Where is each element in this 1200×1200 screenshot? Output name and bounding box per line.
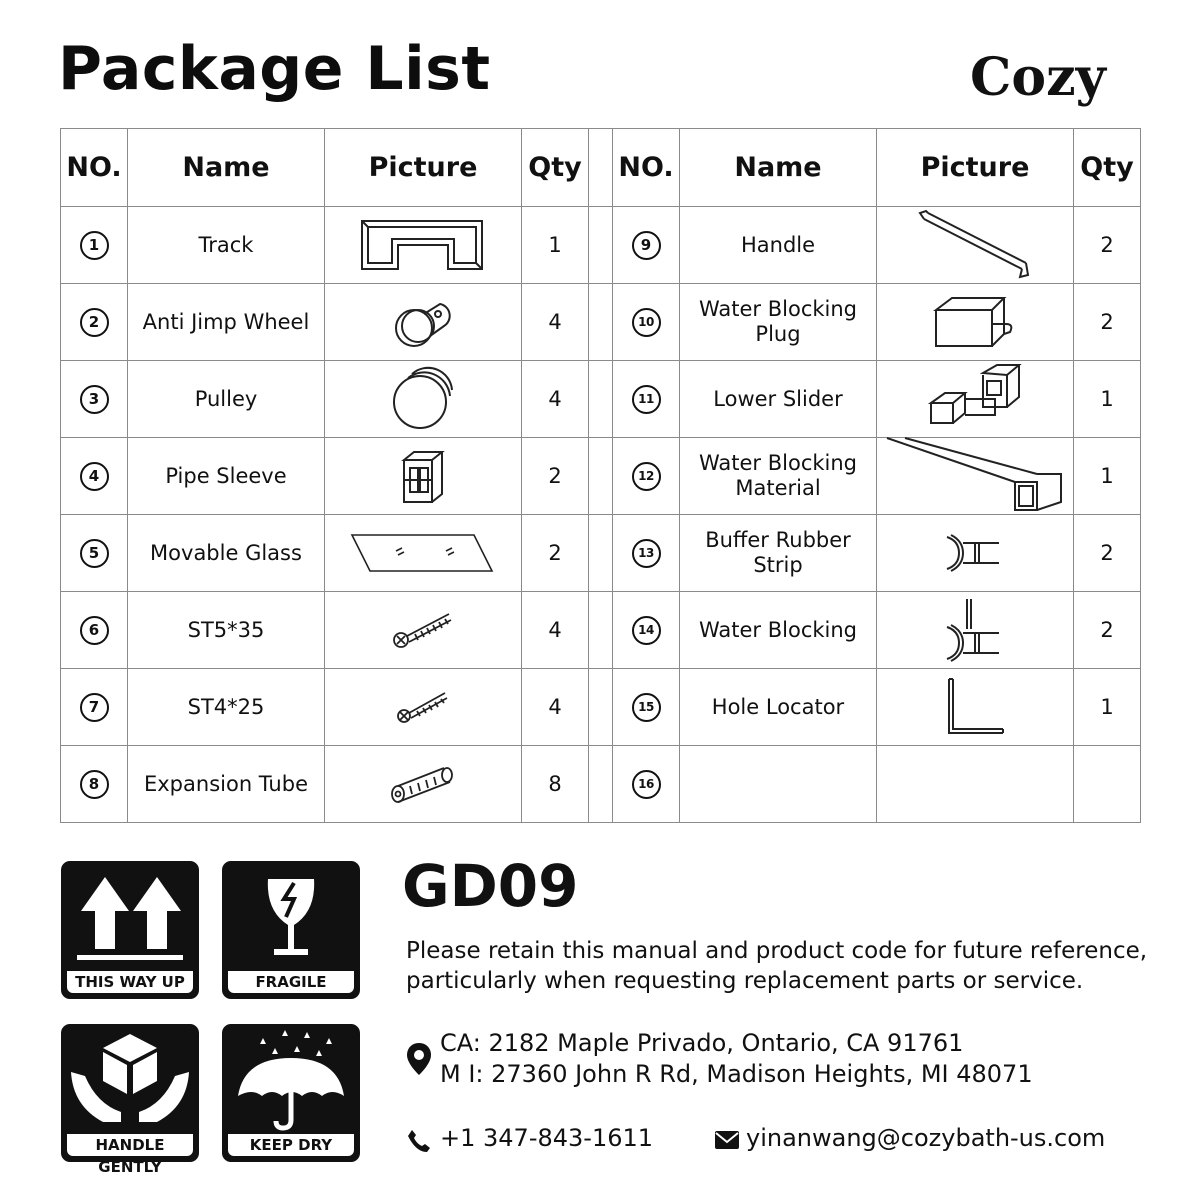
item-picture — [325, 438, 522, 515]
header-name: Name — [680, 129, 877, 207]
table-row — [61, 746, 1141, 823]
item-name: Movable Glass — [128, 515, 325, 592]
header-qty: Qty — [1074, 129, 1141, 207]
header-no: NO. — [613, 129, 680, 207]
item-picture — [325, 207, 522, 284]
badge-handle-gently — [61, 1024, 199, 1176]
item-qty: 8 — [522, 746, 589, 823]
badge-keep-dry — [222, 1024, 360, 1162]
email-address[interactable]: yinanwang@cozybath-us.com — [746, 1124, 1106, 1152]
badge-this-way-up — [61, 861, 199, 999]
item-picture — [877, 207, 1074, 284]
mail-icon — [714, 1130, 740, 1150]
hole-locator-icon — [945, 677, 1005, 737]
item-number: 16 — [613, 746, 680, 823]
item-picture — [877, 669, 1074, 746]
item-picture — [325, 746, 522, 823]
header-name: Name — [128, 129, 325, 207]
column-gap — [589, 592, 613, 669]
item-qty: 2 — [1074, 515, 1141, 592]
table-row — [61, 207, 1141, 284]
item-name: Handle — [680, 207, 877, 284]
item-picture — [325, 592, 522, 669]
column-gap — [589, 284, 613, 361]
table-row — [61, 592, 1141, 669]
item-number: 4 — [61, 438, 128, 515]
cozy-logo — [970, 40, 1145, 110]
item-qty: 2 — [1074, 207, 1141, 284]
item-qty: 2 — [522, 438, 589, 515]
item-picture — [325, 361, 522, 438]
product-code: GD09 — [402, 852, 579, 920]
location-pin-icon — [406, 1042, 432, 1076]
item-name: Track — [128, 207, 325, 284]
item-number: 3 — [61, 361, 128, 438]
item-name: Hole Locator — [680, 669, 877, 746]
item-number: 11 — [613, 361, 680, 438]
item-qty: 2 — [522, 515, 589, 592]
item-qty: 4 — [522, 669, 589, 746]
table-row — [61, 515, 1141, 592]
water-blocking-strip-icon — [945, 597, 1005, 663]
item-number: 13 — [613, 515, 680, 592]
item-qty: 2 — [1074, 284, 1141, 361]
badge-label: HANDLE GENTLY — [67, 1134, 193, 1156]
item-number: 12 — [613, 438, 680, 515]
item-picture — [877, 438, 1074, 515]
item-qty — [1074, 746, 1141, 823]
umbrella-rain-icon — [224, 1026, 358, 1136]
item-number: 5 — [61, 515, 128, 592]
item-name: Water Blocking Material — [680, 438, 877, 515]
item-number: 6 — [61, 592, 128, 669]
item-name: Pulley — [128, 361, 325, 438]
brand-name: Cozy — [970, 47, 1106, 108]
column-gap — [589, 207, 613, 284]
square-tube-icon — [885, 438, 1065, 514]
item-picture — [877, 746, 1074, 823]
item-number: 9 — [613, 207, 680, 284]
item-picture — [877, 515, 1074, 592]
table-row — [61, 361, 1141, 438]
water-blocking-plug-icon — [930, 290, 1020, 354]
item-qty: 4 — [522, 284, 589, 361]
item-qty: 1 — [1074, 361, 1141, 438]
note-line: Please retain this manual and product code for future reference, — [406, 938, 1148, 964]
table-header-row — [61, 129, 1141, 207]
item-qty: 1 — [1074, 438, 1141, 515]
item-number: 14 — [613, 592, 680, 669]
item-number: 2 — [61, 284, 128, 361]
phone-number[interactable]: +1 347-843-1611 — [440, 1124, 654, 1152]
screw-icon — [391, 608, 455, 652]
badge-label: THIS WAY UP — [67, 971, 193, 993]
item-name: ST4*25 — [128, 669, 325, 746]
header-no: NO. — [61, 129, 128, 207]
screw-icon — [395, 687, 451, 727]
item-name: Water Blocking — [680, 592, 877, 669]
item-picture — [325, 515, 522, 592]
item-name: Lower Slider — [680, 361, 877, 438]
item-number: 15 — [613, 669, 680, 746]
item-name: ST5*35 — [128, 592, 325, 669]
column-gap — [589, 438, 613, 515]
item-qty: 4 — [522, 592, 589, 669]
item-number: 10 — [613, 284, 680, 361]
column-gap — [589, 129, 613, 207]
item-picture — [877, 284, 1074, 361]
item-name: Water Blocking Plug — [680, 284, 877, 361]
column-gap — [589, 361, 613, 438]
item-name: Pipe Sleeve — [128, 438, 325, 515]
item-name — [680, 746, 877, 823]
item-number: 7 — [61, 669, 128, 746]
table-row — [61, 284, 1141, 361]
column-gap — [589, 515, 613, 592]
address-ca: CA: 2182 Maple Privado, Ontario, CA 91761 — [440, 1029, 964, 1057]
pipe-sleeve-icon — [398, 444, 448, 508]
item-number: 8 — [61, 746, 128, 823]
badge-fragile — [222, 861, 360, 999]
item-name: Expansion Tube — [128, 746, 325, 823]
address-mi: M I: 27360 John R Rd, Madison Heights, MI 48071 — [440, 1060, 1033, 1088]
item-qty: 4 — [522, 361, 589, 438]
package-table — [60, 128, 1141, 823]
item-picture — [325, 669, 522, 746]
header-picture: Picture — [325, 129, 522, 207]
hands-box-icon — [63, 1026, 197, 1136]
item-qty: 1 — [1074, 669, 1141, 746]
item-picture — [877, 361, 1074, 438]
expansion-tube-icon — [388, 762, 458, 806]
header-qty: Qty — [522, 129, 589, 207]
table-row — [61, 438, 1141, 515]
wine-glass-icon — [224, 863, 358, 973]
handle-bar-icon — [910, 209, 1040, 281]
item-name: Anti Jimp Wheel — [128, 284, 325, 361]
item-name: Buffer Rubber Strip — [680, 515, 877, 592]
table-row — [61, 669, 1141, 746]
track-profile-icon — [358, 217, 488, 273]
rubber-strip-icon — [945, 533, 1005, 573]
phone-icon — [406, 1128, 432, 1154]
glass-panel-icon — [348, 531, 498, 575]
badge-label: FRAGILE — [228, 971, 354, 993]
item-qty: 2 — [1074, 592, 1141, 669]
item-picture — [325, 284, 522, 361]
column-gap — [589, 669, 613, 746]
retention-note — [406, 936, 1166, 996]
column-gap — [589, 746, 613, 823]
note-line: particularly when requesting replacement parts or service. — [406, 968, 1084, 994]
page-title: Package List — [58, 34, 491, 104]
item-number: 1 — [61, 207, 128, 284]
pulley-icon — [388, 366, 458, 432]
arrows-up-icon — [63, 863, 197, 973]
address-block — [440, 1028, 1033, 1090]
header-picture: Picture — [877, 129, 1074, 207]
badge-label: KEEP DRY — [228, 1134, 354, 1156]
item-qty: 1 — [522, 207, 589, 284]
item-picture — [877, 592, 1074, 669]
lower-slider-icon — [925, 363, 1025, 435]
anti-jump-wheel-icon — [388, 292, 458, 352]
